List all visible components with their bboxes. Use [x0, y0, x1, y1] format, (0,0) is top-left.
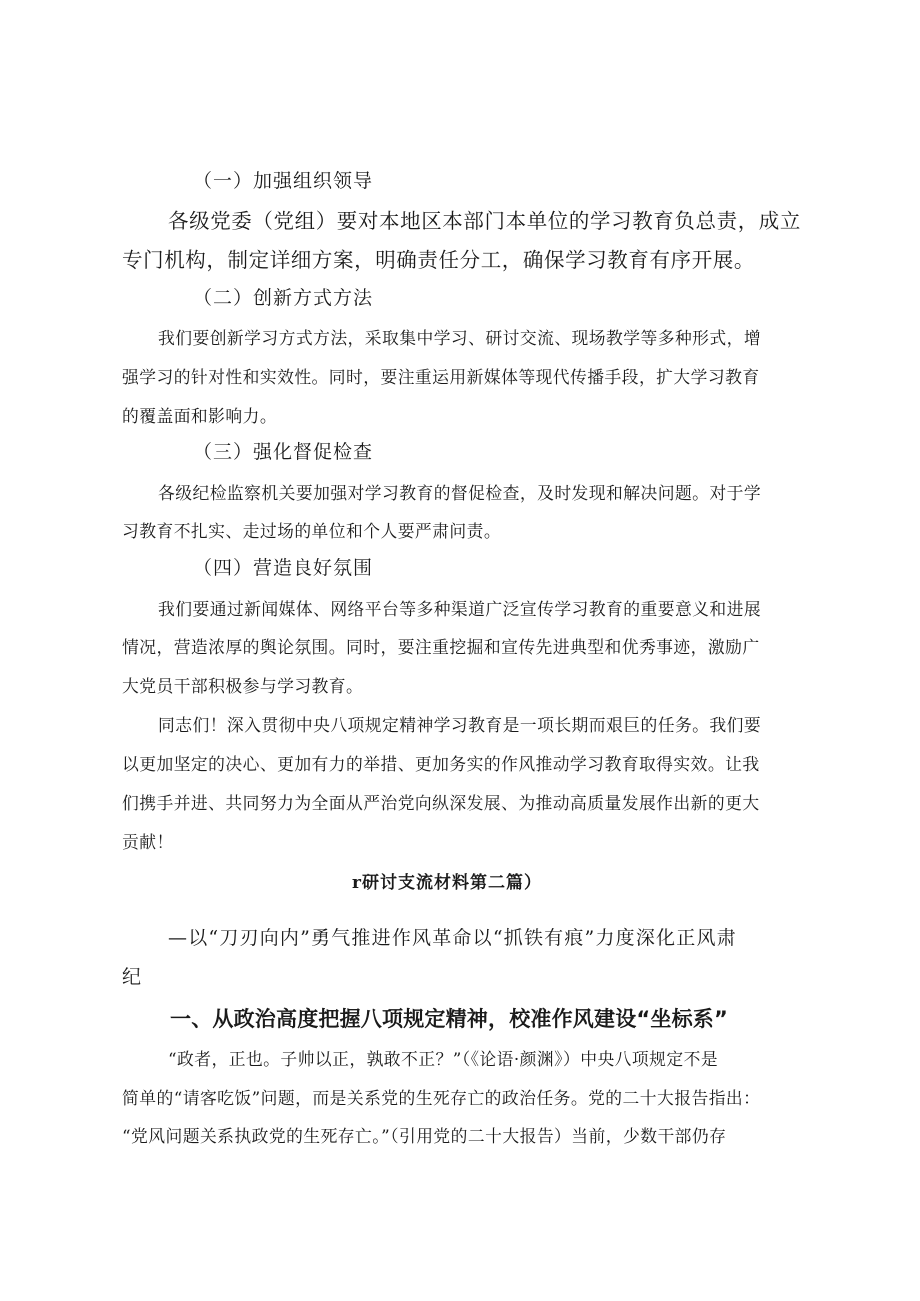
paragraph-3-line-1: 各级纪检监察机关要加强对学习教育的督促检查，及时发现和解决问题。对于学 [158, 483, 762, 503]
paragraph-2-line-1: 我们要创新学习方式方法，采取集中学习、研讨交流、现场教学等多种形式，增 [158, 328, 762, 348]
section-heading-1: 一、从政治高度把握八项规定精神，校准作风建设“坐标系” [170, 1007, 729, 1031]
heading-4: （四）营造良好氛围 [193, 557, 374, 579]
article-subtitle-line-2: 纪 [122, 966, 143, 988]
article-title: r研讨支流材料第二篇） [352, 873, 542, 893]
paragraph-4-line-3: 大党员干部积极参与学习教育。 [122, 676, 364, 696]
section-paragraph-line-1: “政者，正也。子帅以正，孰敢不正？”（《论语·颜渊》）中央八项规定不是 [168, 1049, 719, 1069]
paragraph-2-line-3: 的覆盖面和影响力。 [122, 406, 278, 426]
paragraph-3-line-2: 习教育不扎实、走过场的单位和个人要严肃问责。 [122, 521, 502, 541]
paragraph-4-line-2: 情况，营造浓厚的舆论氛围。同时，要注重挖掘和宣传先进典型和优秀事迹，激励广 [122, 637, 760, 657]
heading-3: （三）强化督促检查 [193, 441, 374, 463]
paragraph-5-line-1: 同志们！深入贯彻中央八项规定精神学习教育是一项长期而艰巨的任务。我们要 [158, 715, 762, 735]
heading-1: （一）加强组织领导 [193, 170, 374, 192]
paragraph-2-line-2: 强学习的针对性和实效性。同时，要注重运用新媒体等现代传播手段，扩大学习教育 [122, 367, 760, 387]
paragraph-5-line-3: 们携手并进、共同努力为全面从严治党向纵深发展、为推动高质量发展作出新的更大 [122, 793, 760, 813]
paragraph-5-line-4: 贡献！ [122, 832, 174, 852]
paragraph-4-line-1: 我们要通过新闻媒体、网络平台等多种渠道广泛宣传学习教育的重要意义和进展 [158, 599, 762, 619]
section-paragraph-line-2: 简单的“请客吃饭”问题，而是关系党的生死存亡的政治任务。党的二十大报告指出： [122, 1088, 761, 1108]
paragraph-1-line-1: 各级党委（党组）要对本地区本部门本单位的学习教育负总责，成立 [168, 209, 801, 233]
heading-2: （二）创新方式方法 [193, 287, 374, 309]
article-subtitle-line-1: —以“刀刃向内”勇气推进作风革命以“抓铁有痕”力度深化正风肃 [168, 927, 737, 949]
paragraph-1-line-2: 专门机构，制定详细方案，明确责任分工，确保学习教育有序开展。 [122, 248, 755, 272]
section-paragraph-line-3: “党风问题关系执政党的生死存亡。”（引用党的二十大报告）当前，少数干部仍存 [122, 1126, 727, 1146]
paragraph-5-line-2: 以更加坚定的决心、更加有力的举措、更加务实的作风推动学习教育取得实效。让我 [122, 754, 760, 774]
